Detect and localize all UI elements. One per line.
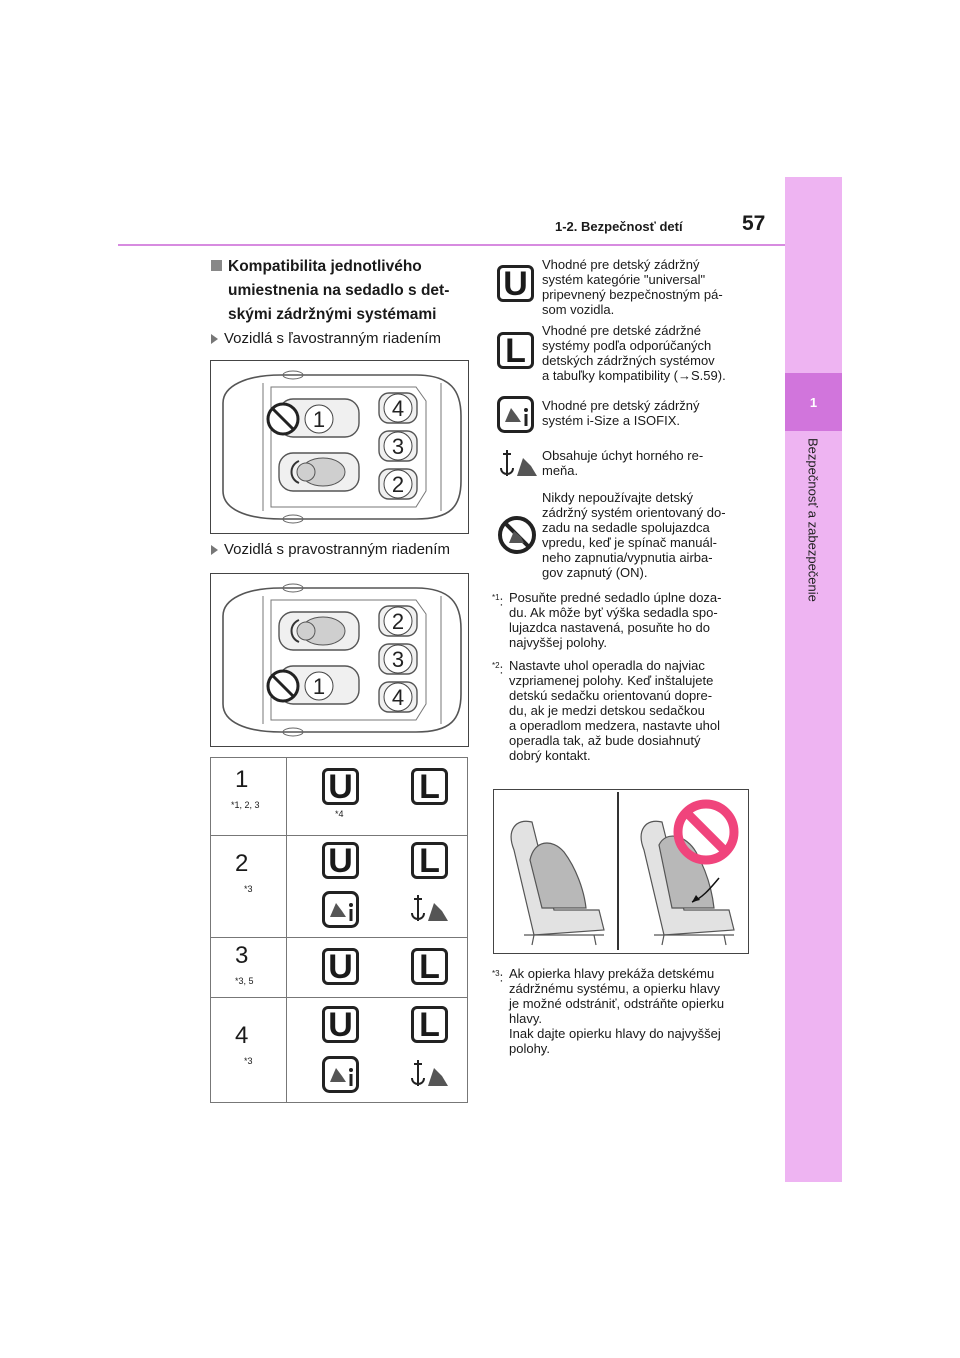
lhd-subheading: Vozidlá s ľavostranným riadením <box>211 330 441 347</box>
rhd-seat-label: 1 <box>312 674 326 699</box>
universal-badge: U <box>322 948 359 985</box>
table-row <box>211 758 468 836</box>
universal-badge: U <box>322 1006 359 1043</box>
legend-prohibited <box>497 490 757 585</box>
prohibited-seat-icon <box>268 671 298 701</box>
semi-universal-badge: L <box>411 768 448 805</box>
legend-isofix <box>497 398 757 438</box>
header-rule <box>118 244 785 246</box>
lhd-seat-label: 3 <box>391 434 405 459</box>
prohibition-sign-icon <box>678 804 734 860</box>
lhd-seat-label: 1 <box>312 407 326 432</box>
rhd-seat-label: 2 <box>391 609 405 634</box>
prohibited-rearward-icon <box>497 515 537 560</box>
seat-number: 1 <box>235 766 249 793</box>
isofix-icon <box>322 891 359 933</box>
universal-badge: U <box>497 265 534 302</box>
anchor-icon <box>497 446 541 488</box>
legend-text: Vhodné pre detský zádržný systém kategórie "universal" pripevnený bezpečnostným pá- som vozidla. <box>542 257 723 317</box>
legend-text: Vhodné pre detský zádržný systém i-Size a ISOFIX. <box>542 398 700 428</box>
seat-number: 2 <box>235 850 249 877</box>
page-number: 57 <box>742 212 766 235</box>
footnote-2: $^{*2}$: Nastavte uhol operadla do najviac vzpriamenej polohy. Keď inštalujete detskú sedačku orientovanú dopre- du, ak je medzi detskou sedačkou a operadlom medzera, nastavte uhol operadla tak, až bude dosiahnutý dobrý kontakt. <box>492 658 721 763</box>
compatibility-table <box>210 757 468 1103</box>
compat-cell <box>287 836 468 938</box>
chapter-title: Bezpečnosť a zabezpečenie <box>805 438 821 602</box>
isofix-icon <box>497 396 534 438</box>
heading-line-3: skými zádržnými systémami <box>228 306 437 323</box>
section-heading <box>211 255 466 327</box>
universal-badge: U <box>322 768 359 805</box>
anchor-icon <box>408 891 452 933</box>
table-row <box>211 998 468 1103</box>
seat-cell <box>211 938 287 998</box>
prohibited-seat-icon <box>268 404 298 434</box>
heading-line-2: umiestnenia na sedadlo s det- <box>228 282 450 299</box>
seat-note: *3, 5 <box>235 976 254 986</box>
legend-text: Vhodné pre detské zádržné systémy podľa odporúčaných detských zádržných systémov a tabuľky kompatibility (→S.59). <box>542 323 726 383</box>
anchor-icon <box>408 1056 452 1098</box>
legend-semi-universal <box>497 323 757 393</box>
seat-comparison-svg <box>494 790 748 953</box>
seat-cell <box>211 758 287 836</box>
seat-note: *3 <box>244 1056 253 1066</box>
heading-bullet-icon <box>211 260 222 271</box>
legend-text: Nikdy nepoužívajte detský zádržný systém orientovaný do- zadu na sedadle spolujazdca vpredu, keď je spínač manuál- neho zapnutia/vypnutia airba- gov zapnutý (ON). <box>542 490 726 580</box>
rhd-seat-label: 3 <box>391 647 405 672</box>
legend-universal <box>497 257 757 327</box>
chapter-tab[interactable]: 1 <box>785 373 842 431</box>
semi-universal-badge: L <box>411 948 448 985</box>
isofix-icon <box>322 1056 359 1098</box>
universal-badge: U <box>322 842 359 879</box>
compat-cell <box>287 998 468 1103</box>
footnote-3: $^{*3}$: Ak opierka hlavy prekáža detskému zádržnému systému, a opierku hlavy je možné odstrániť, odstráňte opierku hlavy. Inak dajte opierku hlavy do najvyššej polohy. <box>492 966 725 1056</box>
seat-cell <box>211 998 287 1103</box>
lhd-seat-diagram <box>210 360 469 534</box>
seat-number: 4 <box>235 1022 249 1049</box>
lhd-car-svg <box>211 361 468 533</box>
table-row <box>211 836 468 938</box>
badge-note: *4 <box>335 809 344 819</box>
rhd-subheading: Vozidlá s pravostranným riadením <box>211 541 450 558</box>
seat-note: *3 <box>244 884 253 894</box>
semi-universal-badge: L <box>411 1006 448 1043</box>
rhd-car-svg <box>211 574 468 746</box>
lhd-seat-label: 4 <box>391 396 405 421</box>
seat-comparison-figure <box>493 789 749 954</box>
triangle-bullet-icon <box>211 334 218 344</box>
compat-cell <box>287 938 468 998</box>
rhd-seat-label: 4 <box>391 685 405 710</box>
seat-note: *1, 2, 3 <box>231 800 260 810</box>
section-title: 1-2. Bezpečnosť detí <box>555 219 683 234</box>
legend-text: Obsahuje úchyt horného re- meňa. <box>542 448 704 478</box>
rhd-seat-diagram <box>210 573 469 747</box>
lhd-seat-label: 2 <box>391 472 405 497</box>
footnote-1: $^{*1}$: Posuňte predné sedadlo úplne doza- du. Ak môže byť výška sedadla spo- lujazdca nastavená, posuňte ho do najvyššej polohy. <box>492 590 722 650</box>
heading-line-1: Kompatibilita jednotlivého <box>228 258 422 275</box>
seat-cell <box>211 836 287 938</box>
table-row <box>211 938 468 998</box>
semi-universal-badge: L <box>497 332 534 369</box>
chapter-sidebar <box>785 177 842 1182</box>
seat-number: 3 <box>235 942 249 969</box>
semi-universal-badge: L <box>411 842 448 879</box>
compat-cell <box>287 758 468 836</box>
triangle-bullet-icon <box>211 545 218 555</box>
legend-anchor <box>497 448 757 488</box>
